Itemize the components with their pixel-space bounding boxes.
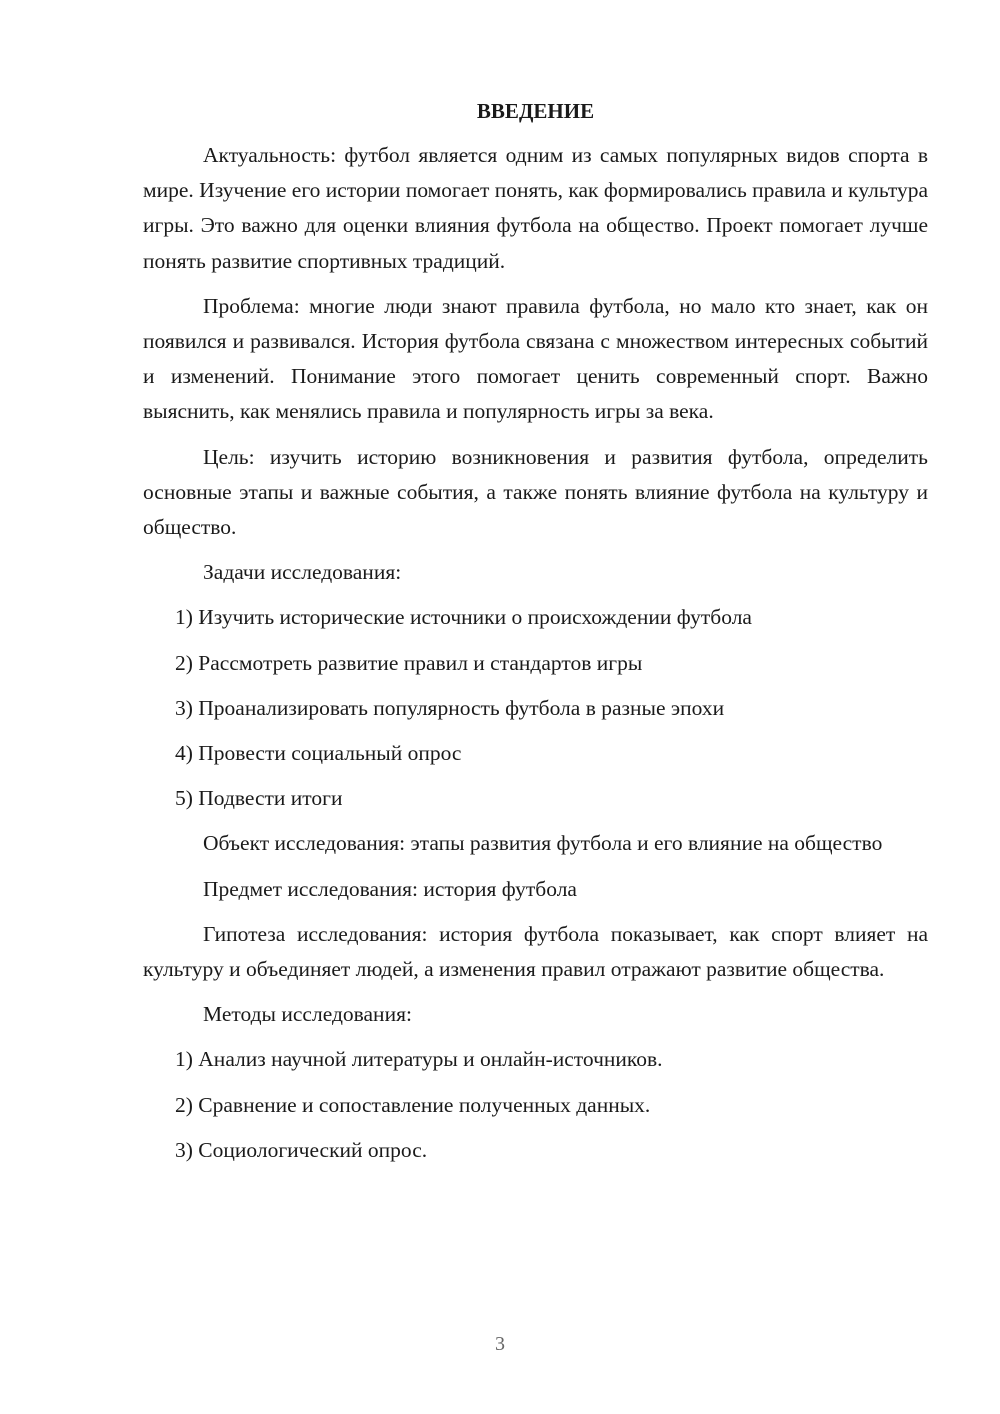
list-item: 4) Провести социальный опрос: [175, 741, 462, 766]
object-paragraph: Объект исследования: этапы развития футбола и его влияние на общество: [203, 831, 883, 856]
list-item: 1) Изучить исторические источники о происхождении футбола: [175, 605, 752, 630]
list-item: 5) Подвести итоги: [175, 786, 343, 811]
list-item: 2) Рассмотреть развитие правил и стандартов игры: [175, 650, 643, 675]
document-page: [143, 96, 928, 1178]
relevance-paragraph: Актуальность: футбол является одним из самых популярных видов спорта в мире. Изучение его истории помогает понять, как формировались правила и культура игры. Это важно для оценки влияния футбола на общество. Проект помогает лучше понять развитие спортивных традиций.: [143, 143, 928, 273]
page-heading: ВВЕДЕНИЕ: [476, 99, 595, 123]
list-item: 2) Сравнение и сопоставление полученных данных.: [175, 1092, 651, 1117]
list-item: 3) Социологический опрос.: [175, 1137, 428, 1162]
subject-paragraph: Предмет исследования: история футбола: [203, 876, 577, 901]
problem-paragraph: Проблема: многие люди знают правила футбола, но мало кто знает, как он появился и развивался. История футбола связана с множеством интересных событий и изменений. Понимание этого помогает ценить современный спорт. Важно выяснить, как менялись правила и популярность игры за века.: [143, 293, 928, 424]
hypothesis-paragraph: Гипотеза исследования: история футбола показывает, как спорт влияет на культуру и объединяет людей, а изменения правил отражают развитие общества.: [143, 921, 928, 982]
list-item: 3) Проанализировать популярность футбола в разные эпохи: [175, 695, 725, 720]
list-item: 1) Анализ научной литературы и онлайн-источников.: [175, 1047, 663, 1072]
methods-title: Методы исследования:: [203, 1002, 412, 1027]
tasks-title: Задачи исследования:: [203, 560, 402, 585]
page-number: 3: [495, 1333, 505, 1355]
goal-paragraph: Цель: изучить историю возникновения и развития футбола, определить основные этапы и важные события, а также понять влияние футбола на культуру и общество.: [143, 444, 928, 540]
